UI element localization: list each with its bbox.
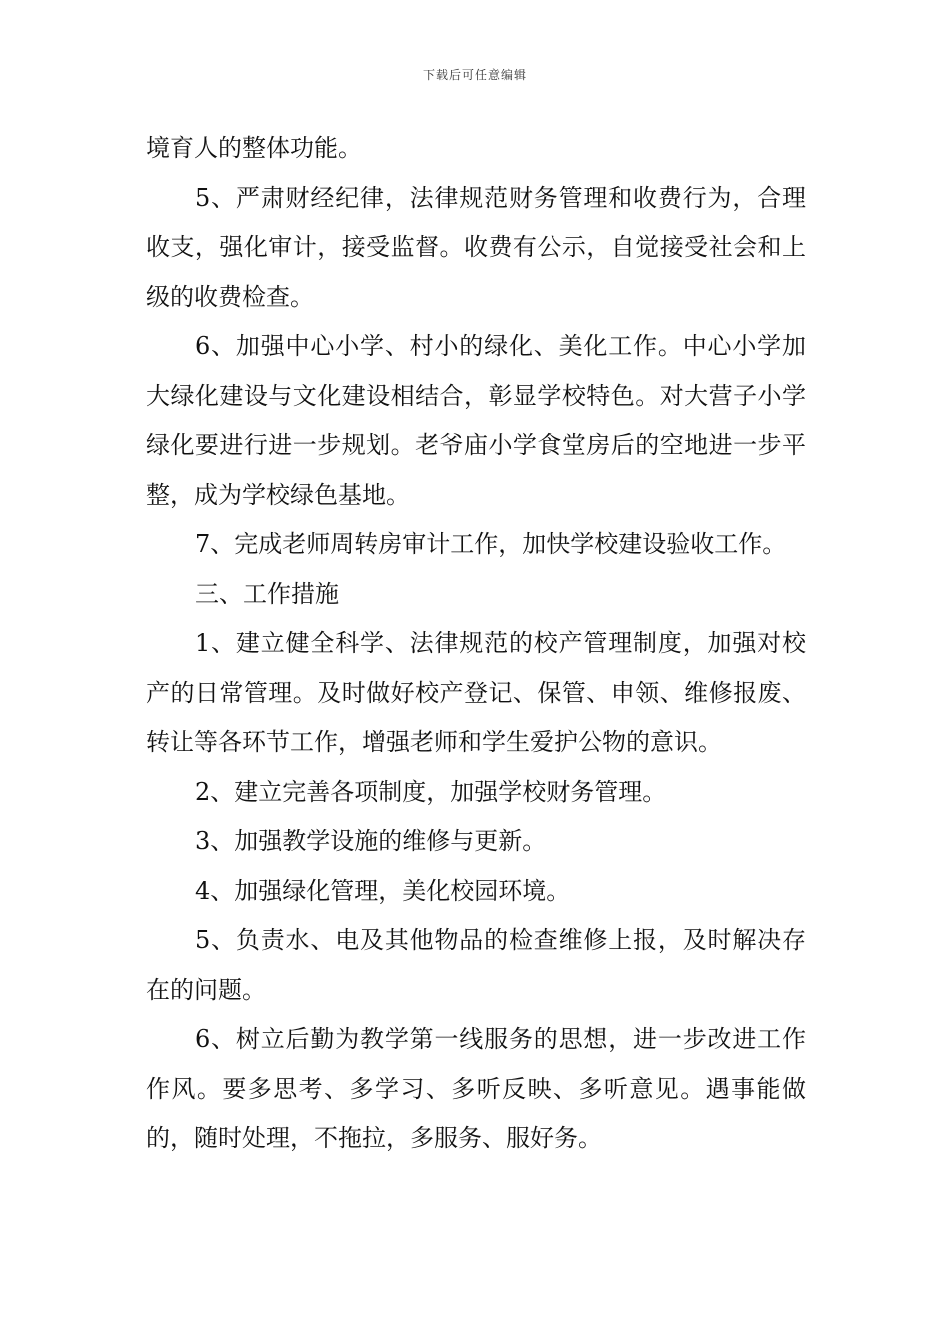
paragraph-measure-5: 5、负责水、电及其他物品的检查维修上报，及时解决存在的问题。 bbox=[146, 926, 806, 1004]
paragraph-item-5-finance: 5、严肃财经纪律，法律规范财务管理和收费行为，合理收支，强化审计，接受监督。收费有公示，自觉接受社会和上级的收费检查。 bbox=[146, 183, 806, 311]
paragraph-measure-2: 2、建立完善各项制度，加强学校财务管理。 bbox=[195, 777, 667, 806]
page-header: 下载后可任意编辑 bbox=[422, 68, 527, 82]
paragraph-measure-6: 6、树立后勤为教学第一线服务的思想，进一步改进工作作风。要多思考、多学习、多听反映、多听意见。遇事能做的，随时处理，不拖拉，多服务、服好务。 bbox=[146, 1025, 806, 1152]
section-heading-measures: 三、工作措施 bbox=[195, 579, 339, 608]
document-body bbox=[146, 124, 806, 1164]
paragraph-measure-4: 4、加强绿化管理，美化校园环境。 bbox=[195, 876, 571, 905]
paragraph-item-7-audit: 7、完成老师周转房审计工作，加快学校建设验收工作。 bbox=[195, 530, 787, 558]
paragraph-measure-1: 1、建立健全科学、法律规范的校产管理制度，加强对校产的日常管理。及时做好校产登记、保管、申领、维修报废、转让等各环节工作，增强老师和学生爱护公物的意识。 bbox=[146, 629, 806, 756]
paragraph-continuation: 境育人的整体功能。 bbox=[146, 134, 362, 162]
paragraph-item-6-greening: 6、加强中心小学、村小的绿化、美化工作。中心小学加大绿化建设与文化建设相结合，彰显学校特色。对大营子小学绿化要进行进一步规划。老爷庙小学食堂房后的空地进一步平整，成为学校绿色基地。 bbox=[146, 332, 806, 509]
paragraph-measure-3: 3、加强教学设施的维修与更新。 bbox=[195, 827, 547, 855]
